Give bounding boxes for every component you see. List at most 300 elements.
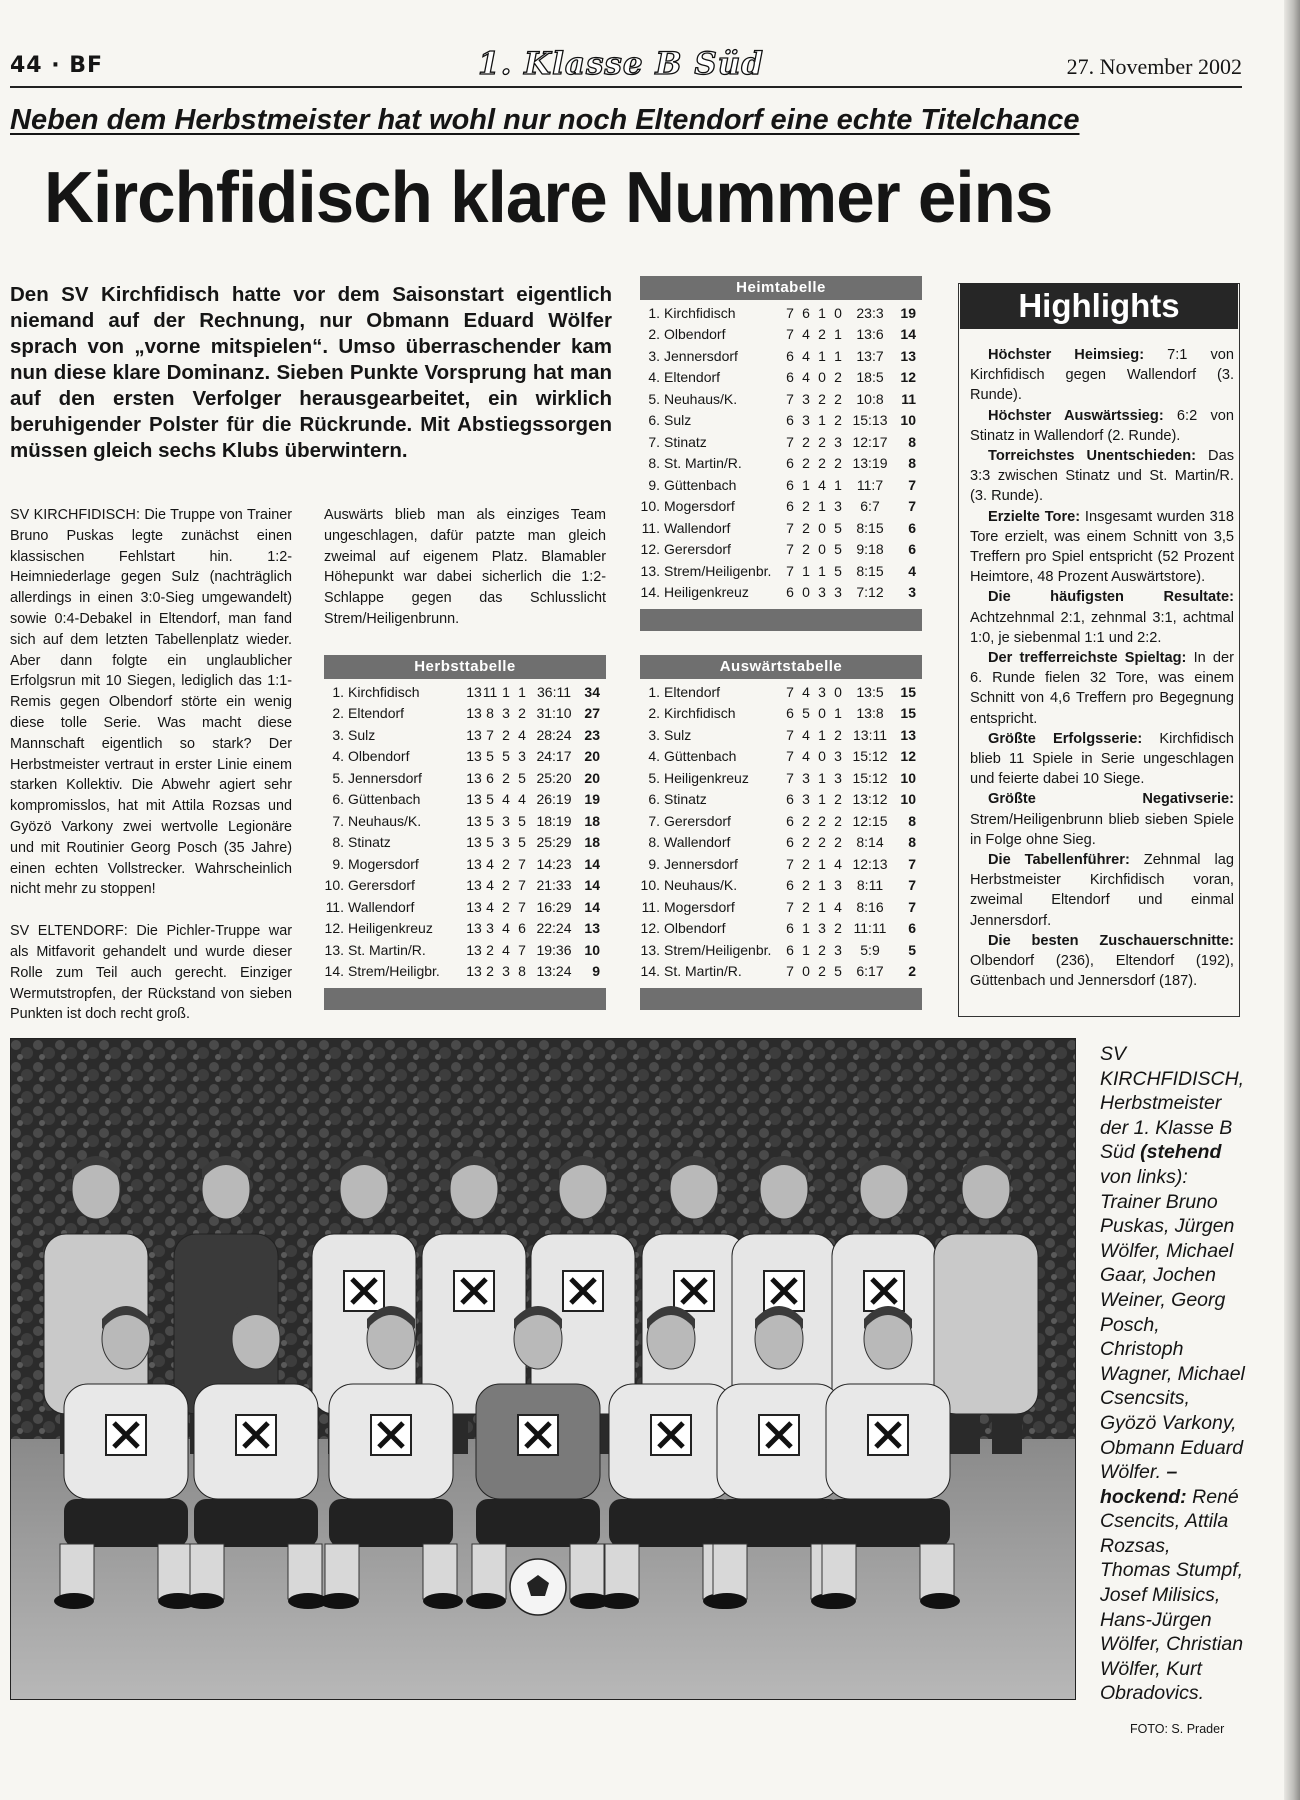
- wins-cell: 0: [802, 584, 810, 601]
- highlight-label: Höchster Heimsieg:: [988, 347, 1145, 363]
- table-row: [640, 896, 916, 918]
- points-cell: 7: [908, 877, 916, 894]
- wins-cell: 5: [486, 834, 494, 851]
- table-row: [640, 345, 916, 367]
- team-photo: [10, 1038, 1076, 1700]
- team-name-cell: Wallendorf: [664, 519, 731, 536]
- rank-cell: 1.: [332, 683, 344, 700]
- autumn-table: [324, 655, 606, 1010]
- points-cell: 20: [584, 748, 600, 765]
- wins-cell: 2: [802, 519, 810, 536]
- draws-cell: 0: [818, 748, 826, 765]
- table-row: [324, 810, 600, 832]
- wins-cell: 3: [802, 791, 810, 808]
- table-footer-bar: [324, 988, 606, 1010]
- goals-cell: 8:15: [856, 519, 884, 536]
- table-footer-bar: [640, 609, 922, 631]
- wins-cell: 4: [802, 726, 810, 743]
- draws-cell: 4: [502, 941, 510, 958]
- wins-cell: 5: [486, 748, 494, 765]
- highlight-text: Strem/Heiligenbrunn blieb sieben Spiele in Folge ohne Sieg.: [970, 811, 1234, 848]
- table-row: [324, 746, 600, 768]
- wins-cell: 6: [802, 304, 810, 321]
- rank-cell: 10.: [640, 498, 660, 515]
- wins-cell: 2: [802, 433, 810, 450]
- table-row: [324, 961, 600, 983]
- draws-cell: 2: [818, 455, 826, 472]
- highlight-label: Die besten Zuschauerschnitte:: [988, 932, 1234, 949]
- wins-cell: 2: [802, 877, 810, 894]
- draws-cell: 3: [502, 812, 510, 829]
- games-cell: 6: [786, 941, 794, 958]
- goals-cell: 12:17: [852, 433, 888, 450]
- table-row: [640, 431, 916, 453]
- team-name-cell: Olbendorf: [348, 748, 410, 765]
- losses-cell: 5: [834, 963, 842, 980]
- rank-cell: 1.: [648, 683, 660, 700]
- highlight-text: Kirchfidisch blieb 11 Spiele in Serie ungeschlagen und feierte dabei 10 Siege.: [970, 730, 1234, 788]
- losses-cell: 1: [834, 705, 842, 722]
- rank-cell: 5.: [332, 769, 344, 786]
- wins-cell: 3: [802, 769, 810, 786]
- rank-cell: 3.: [648, 726, 660, 743]
- losses-cell: 4: [518, 791, 526, 808]
- wins-cell: 3: [802, 412, 810, 429]
- draws-cell: 4: [502, 791, 510, 808]
- losses-cell: 7: [518, 941, 526, 958]
- goals-cell: 13:24: [536, 963, 572, 980]
- goals-cell: 24:17: [536, 748, 572, 765]
- draws-cell: 0: [818, 705, 826, 722]
- paragraph-eltendorf: [10, 921, 292, 1025]
- highlight-item: [970, 446, 1234, 507]
- standings-table: [640, 681, 916, 982]
- draws-cell: 0: [818, 519, 826, 536]
- games-cell: 13: [466, 898, 482, 915]
- table-row: [640, 367, 916, 389]
- games-cell: 6: [786, 834, 794, 851]
- losses-cell: 4: [518, 726, 526, 743]
- wins-cell: 2: [486, 941, 494, 958]
- goals-cell: 31:10: [536, 705, 572, 722]
- highlight-item: [970, 507, 1234, 588]
- rank-cell: 4.: [332, 748, 344, 765]
- kicker: Neben dem Herbstmeister hat wohl nur noch Eltendorf eine echte Titelchance: [10, 104, 1080, 136]
- points-cell: 2: [908, 963, 916, 980]
- losses-cell: 1: [834, 326, 842, 343]
- team-name-cell: Olbendorf: [664, 920, 726, 937]
- wins-cell: 8: [486, 705, 494, 722]
- table-row: [640, 724, 916, 746]
- team-name-cell: Güttenbach: [664, 476, 737, 493]
- games-cell: 6: [786, 498, 794, 515]
- draws-cell: 1: [818, 498, 826, 515]
- table-row: [640, 767, 916, 789]
- rank-cell: 14.: [324, 963, 344, 980]
- table-row: [324, 767, 600, 789]
- highlight-item: [970, 850, 1234, 931]
- home-table: [640, 276, 922, 631]
- table-row: [324, 832, 600, 854]
- losses-cell: 1: [834, 476, 842, 493]
- wins-cell: 11: [482, 683, 498, 700]
- games-cell: 6: [786, 812, 794, 829]
- team-name-cell: Gerersdorf: [348, 877, 415, 894]
- team-name-cell: Olbendorf: [664, 326, 726, 343]
- table-title: Auswärtstabelle: [640, 655, 922, 679]
- goals-cell: 13:19: [852, 455, 888, 472]
- team-name-cell: Neuhaus/K.: [664, 877, 738, 894]
- highlight-label: Größte Erfolgsserie:: [988, 730, 1143, 747]
- draws-cell: 1: [818, 562, 826, 579]
- draws-cell: 1: [818, 412, 826, 429]
- losses-cell: 5: [518, 812, 526, 829]
- rank-cell: 5.: [648, 390, 660, 407]
- table-row: [640, 453, 916, 475]
- team-name-cell: Gerersdorf: [664, 812, 731, 829]
- wins-cell: 4: [802, 748, 810, 765]
- games-cell: 7: [786, 683, 794, 700]
- football: [510, 1559, 566, 1615]
- points-cell: 9: [592, 963, 600, 980]
- games-cell: 13: [466, 705, 482, 722]
- wins-cell: 1: [802, 920, 810, 937]
- points-cell: 19: [584, 791, 600, 808]
- wins-cell: 3: [802, 390, 810, 407]
- team-name-cell: Sulz: [348, 726, 376, 743]
- away-table: [640, 655, 922, 1010]
- paragraph-text: Die Pichler-Truppe war als Mitfavorit gehandelt und wurde dieser Rolle zum Teil auch gerecht. Einziger Wermutstropfen, der Rückstand von sieben Punkten ist doch recht groß.: [10, 923, 292, 1023]
- table-row: [324, 939, 600, 961]
- points-cell: 13: [584, 920, 600, 937]
- team-name-cell: St. Martin/R.: [664, 455, 742, 472]
- games-cell: 6: [786, 369, 794, 386]
- draws-cell: 3: [818, 683, 826, 700]
- draws-cell: 2: [818, 433, 826, 450]
- points-cell: 34: [584, 683, 600, 700]
- team-name-cell: Sulz: [664, 412, 692, 429]
- goals-cell: 25:29: [536, 834, 572, 851]
- points-cell: 14: [584, 855, 600, 872]
- rank-cell: 12.: [640, 541, 660, 558]
- highlights-list: [970, 345, 1234, 992]
- points-cell: 10: [900, 791, 916, 808]
- losses-cell: 3: [834, 769, 842, 786]
- losses-cell: 0: [834, 304, 842, 321]
- table-row: [640, 474, 916, 496]
- losses-cell: 3: [834, 584, 842, 601]
- rank-cell: 12.: [324, 920, 344, 937]
- team-name-cell: Eltendorf: [664, 683, 721, 700]
- team-name-cell: Heiligenkreuz: [664, 584, 749, 601]
- points-cell: 6: [908, 519, 916, 536]
- losses-cell: 2: [834, 920, 842, 937]
- games-cell: 7: [786, 769, 794, 786]
- team-name-cell: Gerersdorf: [664, 541, 731, 558]
- paragraph-lead: SV ELTENDORF:: [10, 923, 128, 940]
- table-row: [640, 853, 916, 875]
- rank-cell: 8.: [648, 834, 660, 851]
- games-cell: 7: [786, 855, 794, 872]
- wins-cell: 4: [802, 347, 810, 364]
- rank-cell: 4.: [648, 369, 660, 386]
- rank-cell: 2.: [332, 705, 344, 722]
- draws-cell: 2: [502, 898, 510, 915]
- draws-cell: 4: [502, 920, 510, 937]
- team-name-cell: Eltendorf: [348, 705, 405, 722]
- paragraph-continued: Auswärts blieb man als einziges Team ungeschlagen, dafür patzte man gleich zweimal auf eigenem Platz. Blamabler Höhepunkt war dabei sicherlich die 1:2-Schlappe gegen das Schlusslicht Strem/Heiligenbrunn.: [324, 507, 606, 627]
- goals-cell: 10:8: [856, 390, 884, 407]
- losses-cell: 3: [834, 748, 842, 765]
- standings-table: [640, 302, 916, 603]
- wins-cell: 3: [486, 920, 494, 937]
- goals-cell: 6:7: [860, 498, 880, 515]
- games-cell: 7: [786, 304, 794, 321]
- team-name-cell: Heiligenkreuz: [348, 920, 433, 937]
- losses-cell: 2: [834, 812, 842, 829]
- table-row: [324, 681, 600, 703]
- rank-cell: 3.: [648, 347, 660, 364]
- goals-cell: 8:15: [856, 562, 884, 579]
- goals-cell: 28:24: [536, 726, 572, 743]
- team-name-cell: St. Martin/R.: [664, 963, 742, 980]
- points-cell: 7: [908, 476, 916, 493]
- losses-cell: 7: [518, 877, 526, 894]
- team-name-cell: Wallendorf: [664, 834, 731, 851]
- draws-cell: 1: [818, 347, 826, 364]
- games-cell: 13: [466, 963, 482, 980]
- team-name-cell: Kirchfidisch: [348, 683, 420, 700]
- table-title: Heimtabelle: [640, 276, 922, 300]
- goals-cell: 13:11: [853, 726, 887, 743]
- caption-text: SV KIRCHFIDISCH, Herbstmeister der 1. Klasse B Süd: [1100, 1043, 1245, 1164]
- team-name-cell: Neuhaus/K.: [348, 812, 422, 829]
- wins-cell: 4: [802, 326, 810, 343]
- highlight-item: [970, 789, 1234, 850]
- losses-cell: 7: [518, 898, 526, 915]
- goals-cell: 21:33: [536, 877, 572, 894]
- games-cell: 13: [466, 855, 482, 872]
- games-cell: 6: [786, 705, 794, 722]
- table-row: [640, 789, 916, 811]
- intro-paragraph: Den SV Kirchfidisch hatte vor dem Saisonstart eigentlich niemand auf der Rechnung, nur Obmann Eduard Wölfer sprach von „vorne mitspielen“. Umso überraschender kam nun diese klare Dominanz. Sieben Punkte Vorsprung hat man auf den ersten Verfolger herausgearbeitet, ein wirklich beruhigender Polster für die Rückrunde. Mit Abstiegssorgen müssen gleich sechs Klubs überwintern.: [10, 283, 612, 462]
- losses-cell: 6: [518, 920, 526, 937]
- team-name-cell: Jennersdorf: [664, 347, 738, 364]
- draws-cell: 2: [502, 877, 510, 894]
- photo-credit: FOTO: S. Prader: [1130, 1722, 1225, 1736]
- goals-cell: 18:5: [856, 369, 884, 386]
- highlight-text: Zehnmal lag Herbstmeister Kirchfidisch voran, zweimal Eltendorf und einmal Jennersdorf.: [970, 852, 1234, 929]
- wins-cell: 2: [802, 541, 810, 558]
- rank-cell: 4.: [648, 748, 660, 765]
- games-cell: 13: [466, 791, 482, 808]
- games-cell: 7: [786, 898, 794, 915]
- wins-cell: 6: [486, 769, 494, 786]
- losses-cell: 2: [834, 412, 842, 429]
- games-cell: 6: [786, 455, 794, 472]
- losses-cell: 3: [834, 877, 842, 894]
- issue-date: 27. November 2002: [1066, 54, 1242, 79]
- highlight-text: Insgesamt wurden 318 Tore erzielt, was einem Schnitt von 3,5 Treffern pro Spiel entspricht (52 Prozent Heimtore, 48 Prozent Auswärtstore).: [970, 508, 1235, 586]
- points-cell: 23: [584, 726, 600, 743]
- table-row: [324, 875, 600, 897]
- table-row: [640, 832, 916, 854]
- points-cell: 27: [584, 705, 600, 722]
- goals-cell: 9:18: [856, 541, 884, 558]
- wins-cell: 5: [486, 812, 494, 829]
- losses-cell: 5: [834, 562, 842, 579]
- points-cell: 11: [901, 390, 916, 407]
- goals-cell: 15:12: [852, 769, 888, 786]
- highlight-text: 6:2 von Stinatz in Wallendorf (2. Runde).: [970, 407, 1234, 444]
- highlight-text: In der 6. Runde fielen 32 Tore, was einem Schnitt von 4,6 Treffern pro Begegnung entspricht.: [970, 650, 1234, 727]
- games-cell: 13: [466, 748, 482, 765]
- wins-cell: 2: [802, 498, 810, 515]
- rank-cell: 8.: [648, 455, 660, 472]
- table-row: [640, 681, 916, 703]
- paragraph-text: Die Truppe von Trainer Bruno Puskas legte zunächst einen klassischen Fehlstart hin. 1:2-Heimniederlage gegen Sulz (nachträglich allerdings in einen 3:0-Sieg umgewandelt) sowie 0:4-Debakel in Eltendorf, man fand sich auf dem letzten Tabellenplatz wieder. Aber dann folgte ein unglaublicher Erfolgsrun mit 10 Siegen, lediglich das 1:1-Remis gegen Olbendorf störte ein wenig diese tolle Serie. Was macht diese Mannschaft eigentlich so stark? Der Herbstmeister vertraut in erster Linie einem starken Kollektiv. Die Abwehr agiert sehr kompromisslos, hat mit Attila Rozsas und Gyözö Varkony zwei wertvolle Legionäre und mit Routinier Georg Posch (35 Jahre) einen echten Vollstrecker. Wahrscheinlich nicht mehr zu stoppen!: [10, 507, 292, 898]
- draws-cell: 2: [818, 963, 826, 980]
- points-cell: 13: [900, 347, 916, 364]
- rank-cell: 13.: [640, 562, 660, 579]
- rank-cell: 2.: [648, 326, 660, 343]
- losses-cell: 3: [834, 941, 842, 958]
- table-footer-bar: [640, 988, 922, 1010]
- goals-cell: 15:13: [852, 412, 888, 429]
- games-cell: 7: [786, 390, 794, 407]
- wins-cell: 2: [802, 812, 810, 829]
- wins-cell: 1: [802, 476, 810, 493]
- wins-cell: 4: [802, 369, 810, 386]
- highlight-label: Höchster Auswärtssieg:: [988, 407, 1164, 424]
- losses-cell: 3: [834, 433, 842, 450]
- table-row: [640, 324, 916, 346]
- draws-cell: 3: [818, 920, 826, 937]
- goals-cell: 25:20: [536, 769, 572, 786]
- points-cell: 3: [908, 584, 916, 601]
- team-name-cell: St. Martin/R.: [348, 941, 426, 958]
- games-cell: 7: [786, 963, 794, 980]
- draws-cell: 2: [818, 390, 826, 407]
- team-name-cell: Mogersdorf: [664, 498, 735, 515]
- losses-cell: 4: [834, 855, 842, 872]
- draws-cell: 5: [502, 748, 510, 765]
- points-cell: 10: [584, 941, 600, 958]
- goals-cell: 11:11: [853, 920, 887, 937]
- goals-cell: 16:29: [536, 898, 572, 915]
- losses-cell: 3: [834, 498, 842, 515]
- goals-cell: 5:9: [860, 941, 880, 958]
- goals-cell: 11:7: [856, 476, 884, 493]
- draws-cell: 0: [818, 541, 826, 558]
- goals-cell: 7:12: [856, 584, 884, 601]
- rank-cell: 3.: [332, 726, 344, 743]
- team-name-cell: Mogersdorf: [348, 855, 419, 872]
- games-cell: 13: [466, 812, 482, 829]
- table-row: [640, 746, 916, 768]
- draws-cell: 1: [818, 726, 826, 743]
- draws-cell: 3: [502, 834, 510, 851]
- wins-cell: 5: [802, 705, 810, 722]
- points-cell: 19: [900, 304, 916, 321]
- table-row: [640, 388, 916, 410]
- rank-cell: 14.: [640, 963, 660, 980]
- article-column-2: [324, 505, 606, 651]
- points-cell: 12: [900, 748, 916, 765]
- table-row: [640, 703, 916, 725]
- caption-bold: – hockend:: [1100, 1461, 1187, 1508]
- points-cell: 12: [900, 369, 916, 386]
- goals-cell: 8:14: [856, 834, 884, 851]
- rank-cell: 8.: [332, 834, 344, 851]
- rank-cell: 12.: [640, 920, 660, 937]
- wins-cell: 1: [802, 941, 810, 958]
- highlight-item: [970, 587, 1234, 648]
- highlight-item: [970, 406, 1234, 446]
- table-row: [640, 517, 916, 539]
- draws-cell: 1: [818, 898, 826, 915]
- goals-cell: 12:15: [852, 812, 888, 829]
- games-cell: 6: [786, 347, 794, 364]
- highlight-item: [970, 345, 1234, 406]
- draws-cell: 1: [818, 791, 826, 808]
- highlight-item: [970, 931, 1234, 992]
- standings-table: [324, 681, 600, 982]
- wins-cell: 2: [802, 898, 810, 915]
- table-row: [324, 896, 600, 918]
- rank-cell: 14.: [640, 584, 660, 601]
- draws-cell: 2: [818, 941, 826, 958]
- games-cell: 6: [786, 584, 794, 601]
- wins-cell: 4: [802, 683, 810, 700]
- points-cell: 10: [900, 769, 916, 786]
- losses-cell: 2: [834, 390, 842, 407]
- losses-cell: 3: [518, 748, 526, 765]
- caption-text: von links): Trainer Bruno Puskas, Jürgen Wölfer, Michael Gaar, Jochen Weiner, Georg Posch, Christoph Wagner, Michael Csencsits, Gyözö Varkony, Obmann Eduard Wölfer.: [1100, 1165, 1245, 1484]
- rank-cell: 2.: [648, 705, 660, 722]
- section-title: 1. Klasse B Süd: [478, 46, 764, 82]
- points-cell: 10: [900, 412, 916, 429]
- team-name-cell: Neuhaus/K.: [664, 390, 738, 407]
- draws-cell: 0: [818, 369, 826, 386]
- rank-cell: 13.: [640, 941, 660, 958]
- losses-cell: 5: [834, 541, 842, 558]
- draws-cell: 1: [502, 683, 510, 700]
- wins-cell: 2: [802, 855, 810, 872]
- goals-cell: 22:24: [536, 920, 572, 937]
- points-cell: 6: [908, 920, 916, 937]
- losses-cell: 1: [834, 347, 842, 364]
- goals-cell: 18:19: [536, 812, 572, 829]
- team-name-cell: Kirchfidisch: [664, 705, 736, 722]
- draws-cell: 1: [818, 304, 826, 321]
- games-cell: 13: [466, 834, 482, 851]
- rank-cell: 7.: [648, 812, 660, 829]
- games-cell: 13: [466, 726, 482, 743]
- rank-cell: 5.: [648, 769, 660, 786]
- table-title: Herbsttabelle: [324, 655, 606, 679]
- points-cell: 15: [900, 705, 916, 722]
- losses-cell: 2: [834, 455, 842, 472]
- games-cell: 7: [786, 726, 794, 743]
- table-row: [324, 703, 600, 725]
- team-name-cell: Stinatz: [348, 834, 391, 851]
- points-cell: 8: [908, 433, 916, 450]
- rank-cell: 6.: [648, 412, 660, 429]
- highlight-label: Die Tabellenführer:: [988, 852, 1130, 869]
- team-name-cell: Strem/Heiligenbr.: [664, 941, 772, 958]
- rank-cell: 6.: [648, 791, 660, 808]
